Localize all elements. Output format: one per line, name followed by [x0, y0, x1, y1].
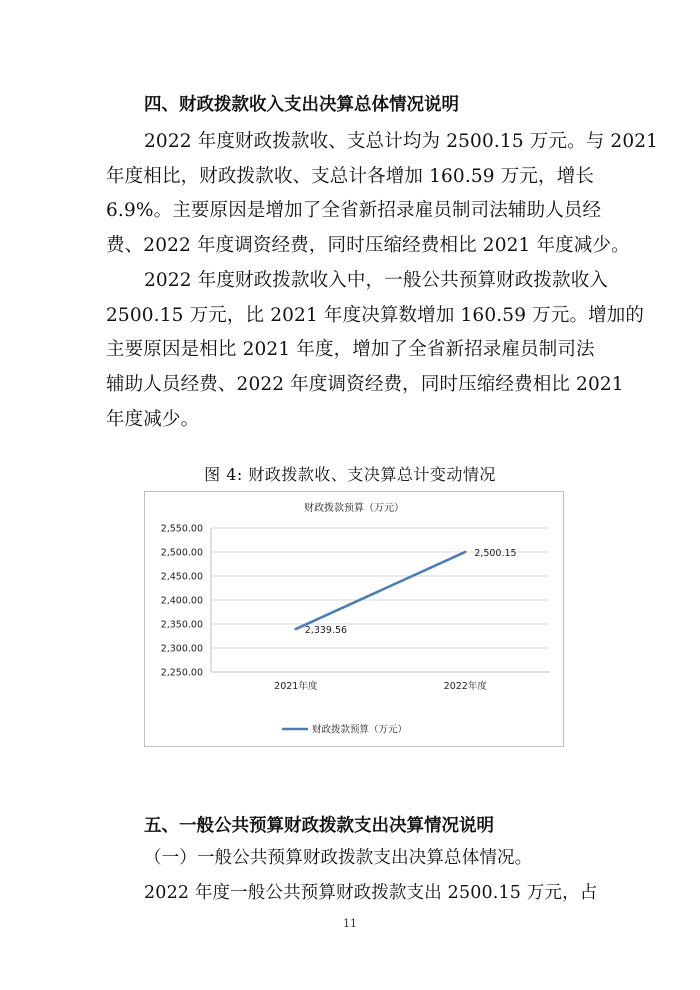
- section-5-heading: 五、一般公共预算财政拨款支出决算情况说明: [144, 816, 494, 836]
- paragraph-line: 主要原因是相比 2021 年度，增加了全省新招录雇员制司法: [106, 339, 595, 361]
- page-number: 11: [343, 917, 357, 930]
- section-4-heading: 四、财政拨款收入支出决算总体情况说明: [144, 95, 459, 115]
- paragraph-line: 6.9%。主要原因是增加了全省新招录雇员制司法辅助人员经: [106, 200, 602, 222]
- section-5-paragraph-1: [144, 876, 604, 911]
- line-chart-svg: [145, 492, 563, 746]
- x-tick-label: 2022年度: [443, 681, 487, 692]
- paragraph-line: 2022 年度财政拨款收、支总计均为 2500.15 万元。与 2021: [144, 131, 659, 152]
- figure-caption: 图 4: 财政拨款收、支决算总计变动情况: [204, 465, 496, 484]
- chart-legend: [282, 724, 407, 736]
- y-tick-label: 2,350.00: [160, 619, 203, 631]
- paragraph-line: 年度相比，财政拨款收、支总计各增加 160.59 万元，增长: [106, 165, 594, 187]
- chart-title: 财政拨款预算（万元）: [304, 503, 404, 514]
- chart-series: [296, 548, 517, 636]
- y-tick-label: 2,400.00: [160, 595, 203, 607]
- paragraph-line: 2022 年度财政拨款收入中，一般公共预算财政拨款收入: [144, 270, 609, 291]
- paragraph-line: 费、2022 年度调资经费，同时压缩经费相比 2021 年度减少。: [106, 235, 630, 257]
- data-label: 2,500.15: [474, 547, 517, 559]
- paragraph-line: 年度减少。: [106, 408, 200, 430]
- paragraph-line: 2022 年度一般公共预算财政拨款支出 2500.15 万元，占: [144, 883, 598, 903]
- y-tick-label: 2,550.00: [160, 523, 203, 535]
- y-tick-label: 2,450.00: [160, 571, 203, 583]
- legend-label: 财政拨款预算（万元）: [312, 724, 408, 736]
- series-line: [296, 552, 466, 629]
- section-4-paragraph-2: [106, 264, 645, 438]
- section-4-paragraph-1: [106, 125, 659, 264]
- y-tick-label: 2,250.00: [160, 667, 203, 679]
- paragraph-line: 辅助人员经费、2022 年度调资经费，同时压缩经费相比 2021: [106, 374, 624, 396]
- paragraph-line: 2500.15 万元，比 2021 年度决算数增加 160.59 万元。增加的: [106, 304, 645, 326]
- data-label: 2,339.56: [304, 625, 348, 637]
- y-tick-label: 2,300.00: [160, 643, 203, 655]
- y-tick-label: 2,500.00: [160, 547, 203, 559]
- line-chart: [144, 491, 564, 747]
- x-tick-label: 2021年度: [274, 681, 318, 692]
- sub-heading-line: （一）一般公共预算财政拨款支出决算总体情况。: [144, 848, 533, 868]
- section-5-sub-heading: [144, 841, 624, 876]
